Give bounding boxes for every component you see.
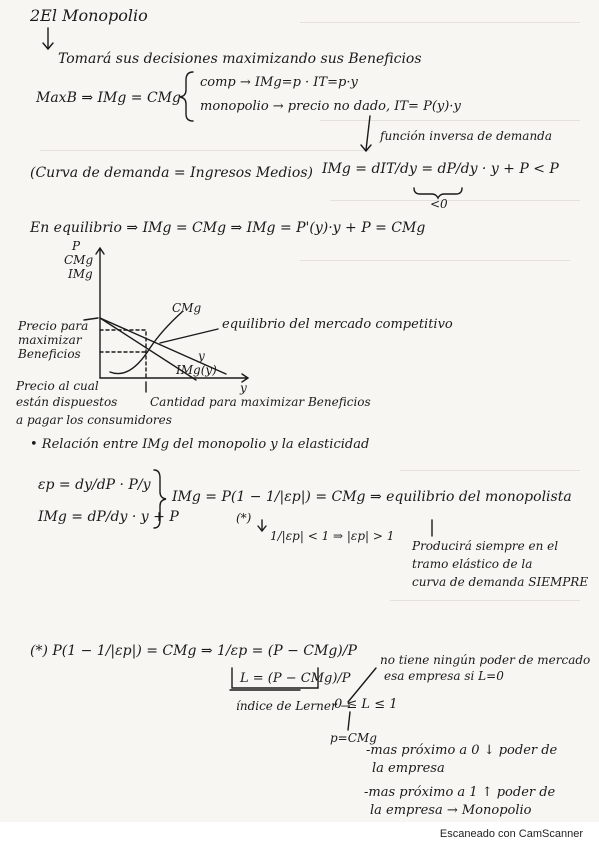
precio-consum-2: están dispuestos [16,395,118,409]
precio-max-2: maximizar [18,333,82,347]
ep-formula: εp = dy/dP · P/y [38,477,151,493]
precio-consum-3: a pagar los consumidores [16,413,172,427]
lerner-label: índice de Lerner → [236,699,351,713]
star-eq: (*) P(1 − 1/|εp|) = CMg ⇒ 1/εp = (P − CMg)/P [30,643,357,659]
brace-mono: monopolio → precio no dado, IT= P(y)·y [200,99,461,114]
maxb-formula: MaxB ⇒ IMg = CMg [36,90,181,106]
axis-img: IMg [68,267,93,281]
lerner-range: 0 ≤ L ≤ 1 [334,697,398,712]
lerner-formula: L = (P − CMg)/P [240,671,351,686]
title-arrow [43,28,53,49]
intro-text: Tomará sus decisiones maximizando sus Beneficios [58,51,422,67]
demanda-inversa: función inversa de demanda [380,129,553,143]
precio-consum-1: Precio al cual [16,379,99,393]
axis-y: y [240,381,247,395]
label-yd: y [198,349,205,363]
axis-p: P [72,239,81,253]
producira-1: Producirá siempre en el [412,539,559,553]
mas-cero-1: -mas próximo a 0 ↓ poder de [366,743,558,758]
arrow-comp-eq [160,329,218,343]
label-cmg: CMg [172,301,202,315]
brace-comp: comp → IMg=p · IT=p·y [200,75,358,90]
curva-demanda: (Curva de demanda = Ingresos Medios) [30,165,313,181]
dashed-lines [100,330,146,378]
precio-max-3: Beneficios [18,347,81,361]
mas-uno-2: la empresa → Monopolio [370,803,532,818]
label-imgy: IMg(y) [176,363,217,377]
p-cmg: p=CMg [330,731,377,745]
equilibrio-formula: En equilibrio ⇒ IMg = CMg ⇒ IMg = P'(y)·y + P = CMg [30,220,426,236]
no-poder-1: no tiene ningún poder de mercado [380,653,591,667]
graph-axes [96,248,248,382]
arrow-star [258,520,266,531]
producira-2: tramo elástico de la [412,557,533,571]
mas-cero-2: la empresa [372,761,445,776]
ineq: 1/|εp| < 1 ⇒ |εp| > 1 [270,529,395,543]
scanner-footer [0,822,599,848]
precio-max-1: Precio para [18,319,89,333]
img2-formula: IMg = dP/dy · y + P [38,509,179,525]
cantidad-label: Cantidad para maximizar Beneficios [150,395,371,409]
img-formula: IMg = dIT/dy = dP/dy · y + P < P [322,161,559,177]
no-poder-2: esa empresa si L=0 [384,669,504,683]
star-mark: (*) [236,511,252,525]
img-elast-formula: IMg = P(1 − 1/|εp|) = CMg ⇒ equilibrio del monopolista [172,489,572,505]
brace [180,72,193,121]
producira-3: curva de demanda SIEMPRE [412,575,589,589]
lt-zero: <0 [430,197,448,211]
arrow-inversa [361,116,371,151]
page-title: 2El Monopolio [30,6,148,25]
arrow-pcmg [348,712,350,730]
relacion-heading: • Relación entre IMg del monopolio y la elasticidad [30,437,370,452]
axis-cmg: CMg [64,253,94,267]
scanner-watermark: Escaneado con CamScanner [439,828,583,840]
comp-eq-label: equilibrio del mercado competitivo [222,317,453,332]
mas-uno-1: -mas próximo a 1 ↑ poder de [364,785,556,800]
